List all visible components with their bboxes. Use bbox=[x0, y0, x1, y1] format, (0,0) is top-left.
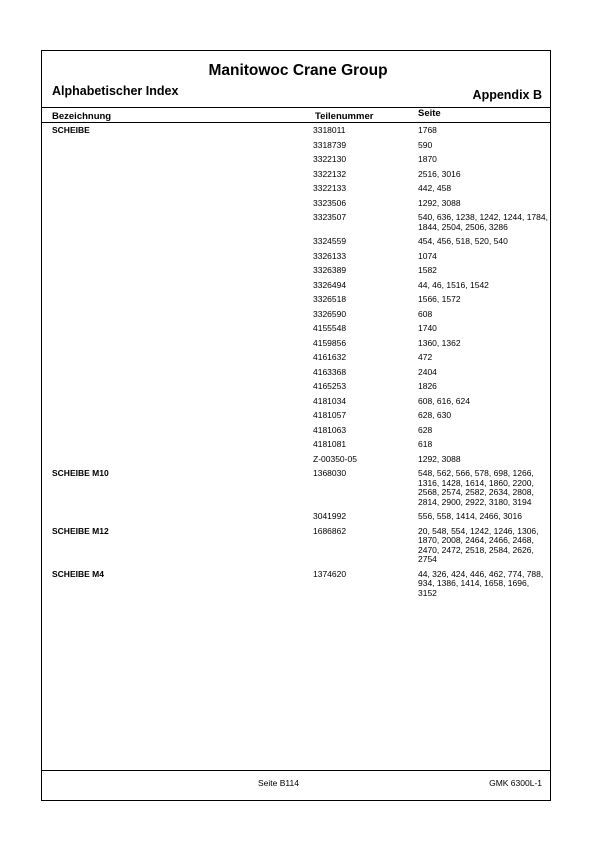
row-part-number: 3322132 bbox=[313, 168, 347, 179]
row-pages: 20, 548, 554, 1242, 1246, 1306, 1870, 2008, 2464, 2466, 2468, 2470, 2472, 2518, 2584, 2626, 2754 bbox=[418, 525, 539, 564]
footer-divider bbox=[41, 770, 551, 771]
table-row bbox=[0, 324, 596, 339]
row-pages: 608 bbox=[418, 308, 433, 319]
row-designation: SCHEIBE bbox=[52, 125, 90, 135]
row-pages: 556, 558, 1414, 2466, 3016 bbox=[418, 511, 522, 521]
row-part-number: 1368030 bbox=[313, 468, 347, 478]
table-row bbox=[0, 411, 596, 426]
table-row bbox=[0, 184, 596, 199]
row-pages: 608, 616, 624 bbox=[418, 395, 470, 406]
row-part-number: 4155548 bbox=[313, 323, 347, 333]
table-row bbox=[0, 469, 596, 512]
row-part-number: 4181057 bbox=[313, 410, 347, 420]
row-pages: 2516, 3016 bbox=[418, 168, 461, 179]
row-designation: SCHEIBE M10 bbox=[52, 468, 109, 478]
row-part-number: 4181063 bbox=[313, 424, 347, 435]
column-header-page: Seite bbox=[418, 108, 441, 119]
row-part-number: 3041992 bbox=[313, 511, 347, 521]
table-row bbox=[0, 368, 596, 383]
row-part-number: Z-00350-05 bbox=[313, 453, 357, 464]
row-part-number: 3322133 bbox=[313, 183, 347, 193]
row-pages: 1292, 3088 bbox=[418, 197, 461, 208]
row-pages: 1826 bbox=[418, 381, 437, 391]
table-row bbox=[0, 141, 596, 156]
table-row bbox=[0, 213, 596, 237]
row-part-number: 3326590 bbox=[313, 308, 347, 319]
row-part-number: 1374620 bbox=[313, 568, 347, 579]
row-pages: 628, 630 bbox=[418, 410, 452, 420]
table-row bbox=[0, 382, 596, 397]
table-row bbox=[0, 126, 596, 141]
row-part-number: 4163368 bbox=[313, 366, 347, 377]
table-row bbox=[0, 266, 596, 281]
row-part-number: 3318739 bbox=[313, 139, 347, 150]
row-pages: 540, 636, 1238, 1242, 1244, 1784, 1844, 2504, 2506, 3286 bbox=[418, 212, 548, 232]
row-pages: 472 bbox=[418, 352, 433, 362]
table-row bbox=[0, 426, 596, 441]
row-part-number: 3326133 bbox=[313, 250, 347, 261]
table-row bbox=[0, 155, 596, 170]
table-row bbox=[0, 455, 596, 470]
row-pages: 1768 bbox=[418, 125, 437, 135]
row-pages: 1360, 1362 bbox=[418, 337, 461, 348]
header-divider bbox=[41, 107, 551, 108]
row-pages: 442, 458 bbox=[418, 183, 452, 193]
row-pages: 628 bbox=[418, 424, 433, 435]
row-pages: 1074 bbox=[418, 250, 437, 261]
row-part-number: 1686862 bbox=[313, 525, 347, 536]
table-row bbox=[0, 237, 596, 252]
table-row bbox=[0, 339, 596, 354]
table-row bbox=[0, 199, 596, 214]
row-part-number: 3324559 bbox=[313, 236, 347, 246]
row-part-number: 3326494 bbox=[313, 279, 347, 290]
appendix-label: Appendix B bbox=[472, 88, 542, 102]
row-pages: 590 bbox=[418, 139, 433, 150]
table-row bbox=[0, 353, 596, 368]
row-part-number: 3323507 bbox=[313, 212, 347, 222]
row-part-number: 3322130 bbox=[313, 154, 347, 164]
footer-document-id: GMK 6300L-1 bbox=[489, 778, 542, 788]
row-part-number: 4181034 bbox=[313, 395, 347, 406]
column-header-divider bbox=[41, 122, 551, 123]
table-row bbox=[0, 310, 596, 325]
column-header-designation: Bezeichnung bbox=[52, 111, 112, 122]
column-header-part-number: Teilenummer bbox=[315, 111, 374, 122]
row-pages: 618 bbox=[418, 439, 433, 449]
table-row bbox=[0, 440, 596, 455]
table-row bbox=[0, 281, 596, 296]
row-part-number: 4165253 bbox=[313, 381, 347, 391]
row-part-number: 3326518 bbox=[313, 294, 347, 304]
index-table bbox=[0, 126, 596, 603]
company-title: Manitowoc Crane Group bbox=[208, 62, 388, 79]
row-part-number: 3318011 bbox=[313, 125, 346, 135]
table-row bbox=[0, 252, 596, 267]
row-pages: 1870 bbox=[418, 154, 437, 164]
table-row bbox=[0, 570, 596, 604]
row-part-number: 4159856 bbox=[313, 337, 347, 348]
table-row bbox=[0, 170, 596, 185]
row-pages: 44, 326, 424, 446, 462, 774, 788, 934, 1386, 1414, 1658, 1696, 3152 bbox=[418, 568, 544, 598]
row-part-number: 4181081 bbox=[313, 439, 347, 449]
footer-page-label: Seite B114 bbox=[258, 778, 299, 788]
row-pages: 454, 456, 518, 520, 540 bbox=[418, 236, 508, 246]
row-pages: 1566, 1572 bbox=[418, 294, 461, 304]
row-designation: SCHEIBE M12 bbox=[52, 525, 109, 536]
row-designation: SCHEIBE M4 bbox=[52, 568, 104, 579]
row-pages: 1292, 3088 bbox=[418, 453, 461, 464]
table-row bbox=[0, 397, 596, 412]
row-part-number: 3323506 bbox=[313, 197, 347, 208]
index-title: Alphabetischer Index bbox=[52, 84, 179, 98]
table-row bbox=[0, 527, 596, 570]
row-pages: 1582 bbox=[418, 265, 437, 275]
table-row bbox=[0, 512, 596, 527]
row-pages: 2404 bbox=[418, 366, 437, 377]
row-part-number: 4161632 bbox=[313, 352, 347, 362]
table-row bbox=[0, 295, 596, 310]
row-pages: 548, 562, 566, 578, 698, 1266, 1316, 1428, 1614, 1860, 2200, 2568, 2574, 2582, 2634, 2808, 2814, 2900, 2922, 3180, 3194 bbox=[418, 468, 534, 507]
row-part-number: 3326389 bbox=[313, 265, 347, 275]
row-pages: 1740 bbox=[418, 323, 437, 333]
row-pages: 44, 46, 1516, 1542 bbox=[418, 279, 489, 290]
